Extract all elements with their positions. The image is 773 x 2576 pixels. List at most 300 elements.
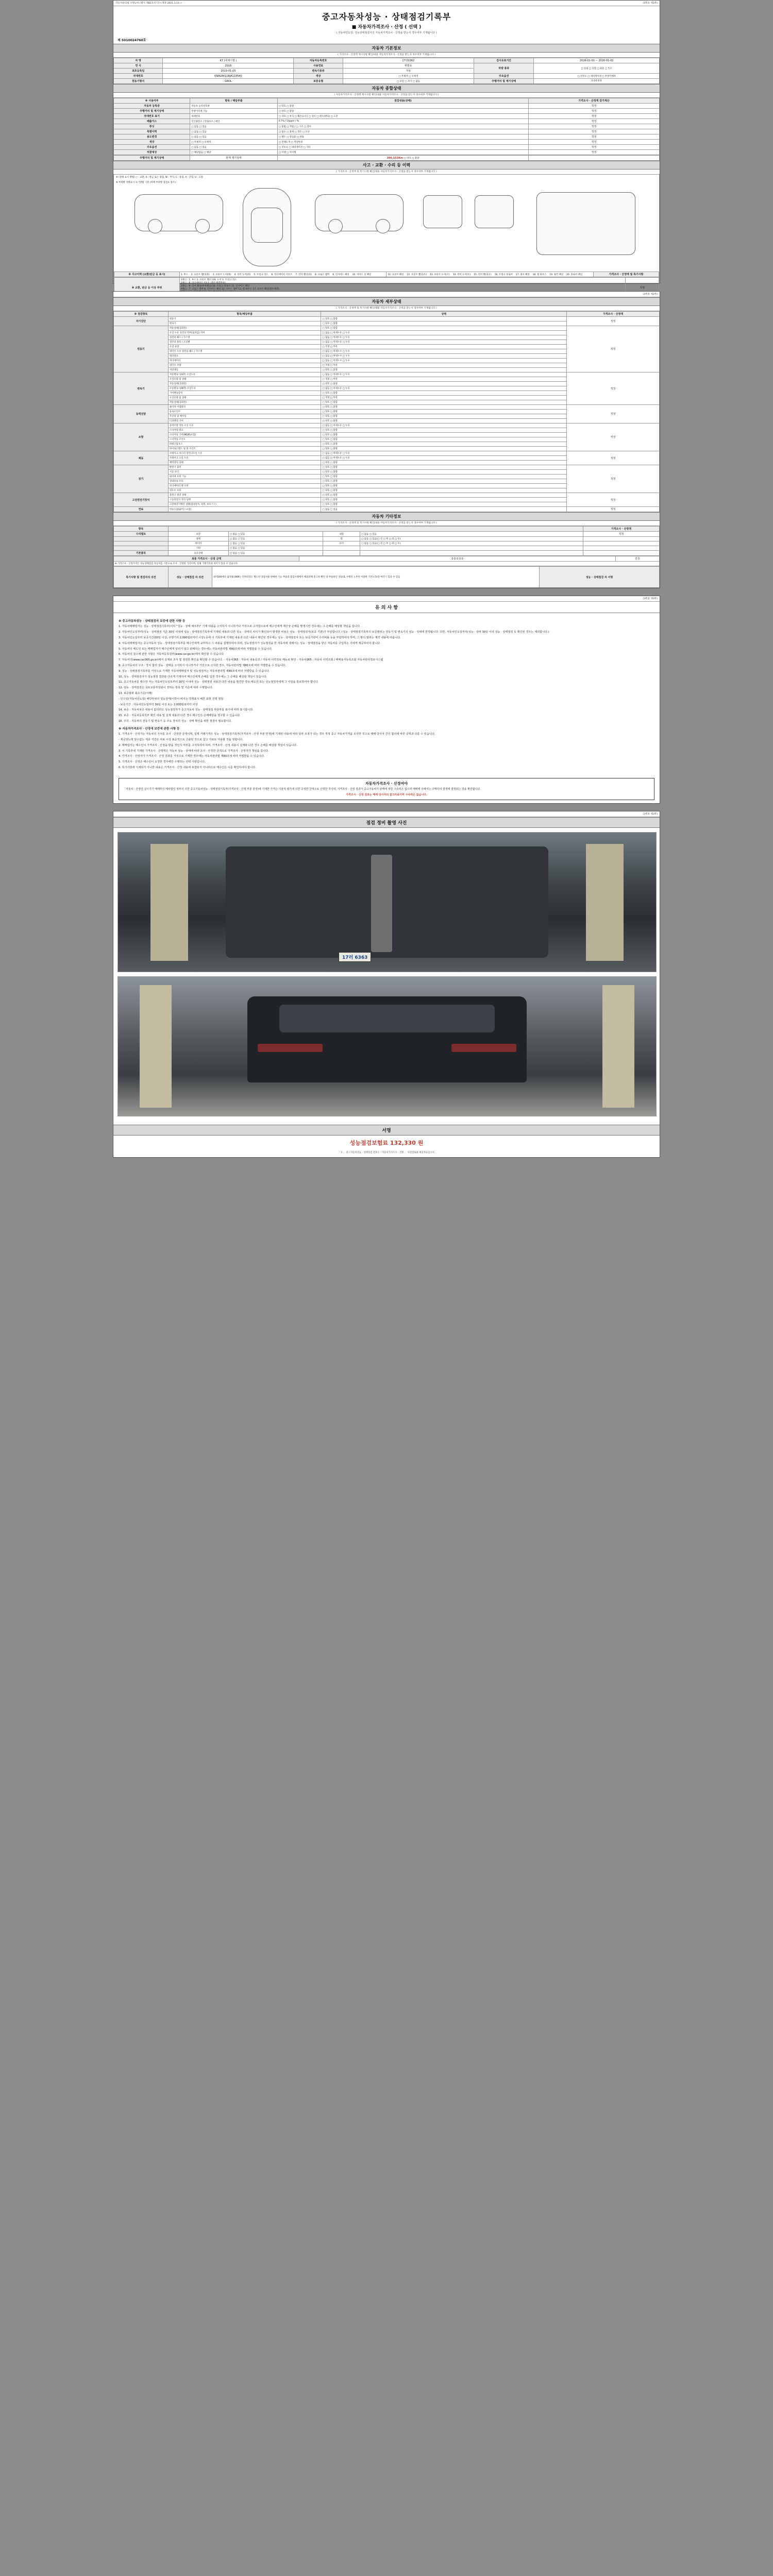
detail-item: 충전구 절연 상태	[168, 493, 321, 498]
detail-state: □ 양호 □ 불량	[321, 326, 567, 331]
overall-price: 적정	[528, 114, 659, 119]
total-note: ※ 가격조사 · 산정가격은 성능상태점검 자동차를 기준으로 조사 · 산정한 가격이며, 실제 거래가격과 차이가 있을 수 있습니다.	[114, 562, 660, 566]
overall-category: 차대번호 표기	[114, 114, 190, 119]
detail-state: □ 없음 □ 미세누수 □ 누수	[321, 349, 567, 354]
accident-part-item: 16. 트렁크 플로어	[494, 273, 513, 276]
other-item-1: 기타	[168, 546, 228, 551]
overall-item: □ 해당없음 □ 해당	[190, 150, 277, 155]
photo-underbody	[117, 832, 657, 972]
accident-price-head: 가격조사 · 산정액 및 특기사항	[594, 272, 659, 277]
engine-label: 원동기형식	[114, 79, 163, 84]
detail-state: □ 양호 □ 불량	[321, 400, 567, 405]
car-diagram	[114, 185, 659, 272]
section-other-title: 자동차 기타정보	[113, 512, 660, 521]
accident-parts-table	[114, 272, 659, 277]
detail-group-name: 제동	[114, 451, 169, 465]
detail-state: □ 없음 □ 미세누유 □ 누유	[321, 456, 567, 461]
notice-item: 7. 자동차의(www.car365.go.kr)에서 실제로 조사 및 점검한 확인을 확인할 수 있습니다. - 자동차365 : 자동차 내용증과 / 자동차 이력정보 메뉴로 확인 - 자동차365 : 자동차 이력조회 / 매매용자등록조회 자동차관리정보시스템	[119, 658, 383, 662]
other-price	[583, 546, 659, 551]
other-category	[114, 541, 169, 546]
notice-item: - 제공되는데 알수없는 세종 기간은 차료 이상 표준적으로 산출된 것으로 참고 자료로 사용할 것을 권합니다.	[119, 738, 244, 741]
mileage-row-item: 현재 계기상태	[190, 156, 277, 161]
other-state-2: □ 없음 □ 있음	[360, 532, 583, 537]
table-header-row	[114, 527, 660, 532]
remark-table	[113, 566, 660, 588]
warranty-label: 보증유형	[294, 79, 343, 84]
other-category: 기본품목	[114, 551, 169, 556]
notice-item: 1. 자동차매매업자는 성능 · 상태점검기록부(이하 "성능 · 상태 체크부)" 기재 내용을 고지하지 아니하거나 거짓으로 고지함으로써 매수인에게 재산상 손해를 발생시킨 경우에는 그 손해를 배상할 책임을 집니다.	[119, 625, 361, 629]
detail-col-2: 항목/해당부품	[168, 312, 321, 317]
table-row	[114, 124, 660, 129]
sheet-1	[113, 0, 660, 291]
detail-state: □ 양호 □ 불량	[321, 317, 567, 321]
detail-item: 스티어링 조인트	[168, 437, 321, 442]
other-item-2	[323, 546, 360, 551]
overall-item: 주행거리계 기능	[190, 109, 277, 114]
trans-label: 변속기종류	[294, 69, 343, 74]
overall-state: □ 침수 □ 화재 □ 전손 □ 도난	[277, 129, 528, 134]
plate-label: 자동차등록번호	[294, 58, 343, 63]
notice-title: 유 의 사 항	[113, 602, 660, 613]
detail-item: 냉각수 수량	[168, 363, 321, 368]
detail-state: □ 양호 □ 불량	[321, 479, 567, 484]
table-row	[114, 507, 660, 512]
overall-state: □ 불법 □ 적법 / □ 구조 □ 장치	[277, 124, 528, 129]
accident-part-item: 6. 라디에이터 서포트	[271, 273, 293, 276]
detail-item: 고전원전기배선 상태(접속단자, 피복, 보호기구)	[168, 502, 321, 507]
detail-state: □ 없음 □ 미세누유 □ 누유	[321, 386, 567, 391]
notice-item: 5. 자동차의 매도인 또는 매매업자가 매수인에게 알리지 않고 판매하는 경우에는 자동차관리법 제80조에 따라 처벌받을 수 있습니다.	[119, 647, 273, 651]
other-item-1: 광택	[168, 537, 228, 541]
section-basic-info-title: 자동차 기본정보	[113, 44, 660, 53]
accident-rank-row: 1랭크 : 1. 후드 2. 프론트 휀더 3/4. 도어 5. 트렁크 리드	[180, 279, 237, 281]
overall-price: 적정	[528, 129, 659, 134]
notice-item: 2. 매매업자는 매수인이 가격조사 · 산정을 받을 것인지 여부를 고지하여야 하며, 가격조사 · 산정 내용이 실제와 다른 경우 손해를 배상할 책임이 있습니다.	[119, 743, 297, 747]
detail-table	[113, 311, 660, 512]
accident-note-1: ※ (상태 표시 방법) ○ : 교환, X : 판금 또는 용접, W : 부식, C : 흠집, A : 긁힘, U : 요철	[116, 176, 203, 179]
other-state-2: □ 없음 □ 있음(□ 전 □ 후 □ 좌 □ 우)	[360, 541, 583, 546]
notice-items-2	[119, 733, 654, 770]
notice-item: 5. 가격조사 · 산정은 매수인이 요청한 경우에만 수행하는 선택 사항입니다.	[119, 760, 206, 764]
insp-value: 2026-01-01 ~ 2026-01-02	[534, 58, 660, 63]
accident-part-item: 19. 필러 패널	[549, 273, 564, 276]
overall-price: 적정	[528, 124, 659, 129]
accident-diagram-area	[113, 175, 660, 291]
overall-category: 주행거리 및 계기상태	[114, 109, 190, 114]
page-title: 중고자동차성능 · 상태점검기록부	[322, 12, 451, 22]
vin-value: KNALB411BJA119540	[163, 74, 294, 79]
car-name-label: 차 명	[114, 58, 163, 63]
overall-price: 적정	[528, 150, 659, 155]
table-row	[114, 134, 660, 140]
detail-item: 작동상태(공회전)	[168, 326, 321, 331]
other-col-2	[168, 527, 583, 532]
overall-state: 0.7% / 10ppm / %	[277, 119, 528, 124]
declaration-title: 자동차가격조사 · 산정여야	[365, 781, 408, 786]
section-photos-title: 점검 정비 촬영 사진	[113, 817, 660, 828]
other-price: 적정	[583, 532, 659, 537]
overall-category: 색상	[114, 140, 190, 145]
detail-item: 발전기 출력	[168, 465, 321, 470]
detail-state: □ 양호 □ 불량	[321, 414, 567, 419]
section-detail-title: 자동차 세부상태	[113, 297, 660, 306]
detail-item: 오일 누유 실린더 커버(로커암) 커버	[168, 331, 321, 335]
vehicle-type-label: 차량 종류	[474, 63, 533, 74]
detail-group-name: 전기	[114, 465, 169, 493]
detail-state: □ 없음 □ 미세누유 □ 누유	[321, 451, 567, 456]
table-row	[114, 129, 660, 134]
detail-state: □ 양호 □ 불량	[321, 461, 567, 465]
table-row	[114, 556, 660, 562]
detail-state: □ 적정 □ 부족	[321, 377, 567, 382]
sheet-2	[113, 291, 660, 588]
detail-state: □ 양호 □ 불량	[321, 405, 567, 410]
table-row	[114, 74, 660, 79]
accident-part-item: 12. 프론트 휀더(우)	[407, 273, 427, 276]
detail-state: □ 없음 □ 미세누수 □ 누수	[321, 354, 567, 359]
accident-rank-row: 2랭크 : 6. 라디에이터 서포트 (볼트체결부품)	[180, 282, 226, 284]
notice-item: - 보증기간 : 자동차인도일부터 30일 이상 또는 2,000킬로미터 이상	[119, 703, 198, 706]
plate-value: 17러0362	[343, 58, 474, 63]
overall-state: □ 양호 □ 불량	[277, 109, 528, 114]
notice-item: 14. 보증 : 자동차보증 내용이 없더라도 성능점검자가 중고자동차 성능 · 상태점검 부담부를 표시에 따라 표시합니다.	[119, 708, 254, 712]
other-category: 수리필요	[114, 532, 169, 537]
detail-item: 작동상태(공회전)	[168, 400, 321, 405]
other-item-1: 보유상태	[168, 551, 228, 556]
engine-value: G6DL	[163, 79, 294, 84]
sheet2-header	[113, 292, 660, 297]
sheet3-header	[113, 596, 660, 602]
detail-state: □ 양호 □ 불량	[321, 428, 567, 433]
overall-col-item: 항목 / 해당부품	[190, 98, 277, 104]
overall-state: □ 전체도색 □ 색상변경	[277, 140, 528, 145]
car-rear-view-diagram	[475, 195, 514, 228]
table-row	[114, 532, 660, 537]
mileage-row-state: □ 양호 □ 불량	[404, 157, 419, 160]
table-row	[114, 326, 660, 331]
notice-item: - 인수일(자동차인도일) 해당부위의 성능상태(이하이 비지는 장점표시 배튼 표현 진행 점검	[119, 697, 224, 701]
section-accident-note: ( 가격조사 · 산정액 및 특기사항 확인/내용 자동차가격조사 · 산정을 받는자 경우여부 기재됩니다 )	[113, 170, 660, 175]
form-legal-ref: 자동차관리법 시행규칙 [별지 제82호서식] <개정 2021.1.13.>	[115, 2, 182, 5]
table-row	[114, 405, 660, 410]
car-top-view-roof	[251, 208, 283, 243]
inspection-fee-value: 132,330 원	[390, 1140, 424, 1147]
detail-item: 오일유량 및 상태	[168, 377, 321, 382]
detail-price: 적정	[566, 405, 659, 423]
detail-state: □ 양호 □ 불량	[321, 382, 567, 386]
year-value: 2018	[163, 63, 294, 69]
exhaust-pipe	[371, 855, 393, 952]
detail-item: 수동변속기(M/T) 오일누유	[168, 386, 321, 391]
table-row	[114, 465, 660, 470]
detail-item: 변속기	[168, 321, 321, 326]
accident-part-item: 14. 리어 도어(우)	[452, 273, 471, 276]
mileage-row-price	[528, 156, 659, 161]
accident-part-item: 13. 프론트 도어(우)	[430, 273, 450, 276]
car-side-right-wheel1	[328, 219, 343, 233]
doc-subtitle: ■ 자동차가격조사 · 산정 ( 선택 )	[351, 25, 422, 30]
basic-info-table	[113, 58, 660, 84]
detail-state: □ 양호 □ 불량	[321, 442, 567, 447]
detail-state: □ 양호 □ 불량	[321, 433, 567, 437]
table-header-row	[114, 312, 660, 317]
detail-col-1: ※ 점검항목	[114, 312, 169, 317]
detail-item: 시동 모터	[168, 470, 321, 474]
mileage-box-table	[113, 155, 660, 161]
table-row	[114, 541, 660, 546]
sheet1-header	[113, 1, 660, 6]
detail-group-name: 연료	[114, 507, 169, 512]
section-accident-title: 사고 · 교환 · 수리 등 이력	[113, 161, 660, 170]
overall-body	[114, 104, 660, 155]
detail-item: 와이퍼 모터 기능	[168, 474, 321, 479]
accident-part-item: 15. 리어 휀더(우)	[474, 273, 492, 276]
detail-group-name: 고전원전기장치	[114, 493, 169, 507]
detail-price: 적정	[566, 493, 659, 507]
car-side-right-wheel2	[376, 219, 390, 233]
table-row	[114, 537, 660, 541]
detail-state: □ 양호 □ 불량	[321, 498, 567, 502]
detail-item: 스티어링 기어(MDPS포함)	[168, 433, 321, 437]
table-row	[114, 109, 660, 114]
overall-col-state: 점검내용(상태)	[277, 98, 528, 104]
detail-state: □ 적정 □ 부족	[321, 396, 567, 400]
detail-state: □ 양호 □ 불량	[321, 488, 567, 493]
mileage-digits: 0 0 0 0 0	[534, 79, 660, 84]
detail-item: 구동축전지 격리 상태	[168, 498, 321, 502]
car-engine-bay-diagram	[536, 192, 635, 255]
photo-list	[113, 828, 660, 1125]
accident-part-item: 3. 프론트 도어(좌)	[212, 273, 231, 276]
notice-item: 12. 성능 · 상태점검은 국토교통부장관이 정하는 항목 및 기준에 따라 수행합니다.	[119, 686, 213, 690]
insp-label: 검사유효기간	[474, 58, 533, 63]
lift-post-right	[602, 985, 635, 1108]
accident-part-item: 20. 플로어 패널	[566, 273, 583, 276]
overall-item: 차대번호	[190, 114, 277, 119]
rear-window	[279, 1005, 495, 1032]
overall-col-use: ※ 사용여부	[114, 98, 190, 104]
detail-state: □ 적정 □ 부족	[321, 363, 567, 368]
detail-price: 적정	[566, 423, 659, 451]
notice-item: 15. 보증 : 자동차등록원부 확인 내용 및 실제 내용과 다른 경우 매수인은 손해배상을 청구할 수 있습니다.	[119, 714, 241, 718]
detail-item: 실린더 헤드 / 가스켓	[168, 335, 321, 340]
other-price	[583, 537, 659, 541]
mileage-label: 주행거리 및 계기상태	[474, 79, 533, 84]
notice-body	[113, 613, 660, 775]
overall-price: 적정	[528, 104, 659, 109]
photo-rear	[117, 976, 657, 1116]
detail-state: □ 양호 □ 불량	[321, 447, 567, 451]
table-row	[114, 546, 660, 551]
overall-state: □ 양호 □ 불량	[277, 104, 528, 109]
rank-title: ※ 교환, 판금 등 이상 부위	[114, 278, 180, 298]
table-row	[114, 140, 660, 145]
vin-label: 차대번호	[114, 74, 163, 79]
detail-item: 연료누출(LP가스포함)	[168, 507, 321, 512]
car-side-left-wheel1	[148, 219, 162, 233]
lift-arm-right	[586, 844, 624, 961]
table-row	[114, 423, 660, 428]
total-unit: 만원	[616, 556, 660, 562]
vehicle-type-value: □ 승용 □ 승합 □ 화물 □ 특수	[534, 63, 660, 74]
notice-item: 16. 주의 : 자동차의 원동기 및 변속기 등 주요 장치의 성능 · 상태 확인을 위한 점검이 필요합니다.	[119, 719, 232, 723]
overall-table	[113, 98, 660, 155]
other-state-2	[360, 551, 583, 556]
other-item-2: 유리	[323, 541, 360, 546]
notice-item: 13. 보증범위 최소기준(아래)	[119, 691, 153, 695]
table-row	[114, 372, 660, 377]
detail-item: 원동기	[168, 317, 321, 321]
document-number-value: 5010024760호	[121, 39, 146, 42]
table-row	[114, 114, 660, 119]
notice-item: 10. 성능 · 상태점검자가 성능점검 결과와 다르게 기재하여 매수인에게 손해를 입힌 경우에는 그 손해를 배상할 책임이 있습니다.	[119, 675, 267, 679]
notice-section-2-title: ※ 자동차가격조사 · 산정에 보증에 관한 사항 등	[119, 727, 180, 731]
detail-state: □ 양호 □ 불량	[321, 419, 567, 423]
remark-label-2: 성능 · 상태점검 자 의견	[168, 567, 212, 588]
lift-post-left	[140, 985, 172, 1108]
other-category	[114, 537, 169, 541]
document-number-label: 제	[117, 39, 121, 42]
declaration-note: 가격조사 · 산정 결과는 매매 당사자의 참고자료이며 구속력은 없습니다.	[346, 793, 427, 796]
detail-state: □ 양호 □ 불량	[321, 474, 567, 479]
table-row	[114, 493, 660, 498]
detail-item: 기어변속장치	[168, 391, 321, 396]
accident-part-item: 8. 크로스 멤버	[315, 273, 330, 276]
detail-item: 실린더 블록 / 오일팬	[168, 340, 321, 345]
license-plate-underbody: 17러 6363	[339, 952, 371, 962]
accident-note-2: ※ 부위별 상태표시 표기방법 기준 (차체 부위별 점검표 참조)	[116, 181, 176, 184]
warranty-value: □ 보험 □ 자가 □ 없음	[343, 79, 474, 84]
overall-price: 적정	[528, 145, 659, 150]
detail-item: 냉각수 누수 실린더 헤드 / 가스켓	[168, 349, 321, 354]
other-item-2: 내장	[323, 532, 360, 537]
color-label: 색상	[294, 74, 343, 79]
section-overall-title: 자동차 종합상태	[113, 84, 660, 93]
detail-item: 스티어링 펌프	[168, 428, 321, 433]
table-row	[114, 317, 660, 321]
table-row	[114, 567, 660, 588]
accident-part-item: 1. 후드	[180, 273, 188, 276]
accident-part-item: 5. 트렁크 리드	[254, 273, 268, 276]
detail-state: □ 양호 □ 불량	[321, 484, 567, 488]
overall-state: □ 이행 □ 미이행	[277, 150, 528, 155]
accident-part-item: 9. 인사이드 패널	[332, 273, 349, 276]
table-row	[114, 145, 660, 150]
notice-item: 11. 중고자동차를 매수한 자는 자동차인도일로부터 30일 이내에 성능 · 상태점검 내용과 다른 내용을 발견한 경우 매도인 또는 성능점검자에게 그 사실을 통보하여야 합니다.	[119, 681, 319, 684]
detail-item: 디퍼렌셜 기어	[168, 419, 321, 423]
mileage-row-label: 주행거리 및 계기상태	[114, 156, 190, 161]
overall-item: □ 없음 □ 있음	[190, 129, 277, 134]
fuel-value: 휘발유	[343, 63, 474, 69]
detail-item: 라디에이터	[168, 359, 321, 363]
table-row	[114, 79, 660, 84]
detail-col-3: 상태	[321, 312, 567, 317]
detail-col-4: 가격조사 · 산정액	[566, 312, 659, 317]
signature-band: 서명	[113, 1125, 660, 1136]
detail-group-name: 조향	[114, 423, 169, 451]
detail-item: 등속조인트	[168, 410, 321, 414]
other-category	[114, 546, 169, 551]
other-body	[114, 532, 660, 556]
detail-item: 추진축 및 베어링	[168, 414, 321, 419]
overall-category: 특별이력	[114, 129, 190, 134]
detail-state: □ 없음 □ 미세누유 □ 누유	[321, 340, 567, 345]
other-col-1: 항목	[114, 527, 169, 532]
inspection-fee-label: 성능점검보험료	[349, 1140, 388, 1147]
detail-price: 적정	[566, 317, 659, 326]
reg-label: 최초등록일	[114, 69, 163, 74]
total-price-table	[113, 556, 660, 566]
section-basic-info-note: ( 가격조사 · 산정액 계시사항 확인/내용 자동차가격조사 · 산정을 받는자 경우여부 기재됩니다 )	[113, 53, 660, 58]
total-label: 최종 가격조사 · 산정 금액	[114, 556, 299, 562]
overall-item: □ 없음 □ 있음	[190, 134, 277, 140]
taillight-left	[258, 1044, 322, 1052]
page-number-1: (3쪽중 제1쪽)	[643, 2, 658, 5]
other-state-2	[360, 546, 583, 551]
detail-price: 적정	[566, 465, 659, 493]
detail-price: 적정	[566, 372, 659, 405]
table-header-row	[114, 98, 660, 104]
page-number-4: (3쪽중 제3쪽)	[643, 813, 658, 816]
color-value: □ 무채색 □ 유채색	[343, 74, 474, 79]
remark-text: 내지500에다 없다]0.0KM는 안하더라도 별도된 상품차용 판매한 기능 부품의 점검시행에서 체외피해 중고차 확인 상 부품하인 상품/또 수행인 노후된 이용한 기본노라/증 여러기 있을 수 있음	[212, 567, 539, 588]
table-row	[114, 562, 660, 566]
declaration-text: 「자동차 · 산정인 실시기가 매매부의 매사합인 정부의 의한 중고자동차성능 · 상태점검기록부(가격조사 · 산정 부분 한정)에 기재한 가격은 기술적 평가에 의한 공정한 금액으로 산정한 것이며, 가격조사 · 산정 결과가 중고자동차의 판매에 대한 구속력은 없으며 매매에 의해서는 구매하여 결정에 결정되는 것을 확인합니다.	[123, 788, 481, 791]
overall-item: □ 없음 □ 있음	[190, 145, 277, 150]
detail-body	[114, 317, 660, 512]
accident-rank-row: 3랭크 : 9. 리어 패널(후미패널) 10. 트렁크 플로어 11. 인사이드 패널	[180, 285, 249, 287]
other-item-2: 휠	[323, 537, 360, 541]
detail-group-name: 변속기	[114, 372, 169, 405]
table-row	[114, 551, 660, 556]
sheet4-header	[113, 811, 660, 817]
remark-signature: 성능 · 상태점검 자 서명	[540, 567, 660, 588]
detail-item: 오일유량 및 상태	[168, 396, 321, 400]
overall-state: □ 양호 □ 부식 □ 훼손(오손) □ 상이 □ 변조(변타) □ 도말	[277, 114, 528, 119]
detail-item: 브레이크 마스터 실린더오일 누유	[168, 451, 321, 456]
overall-col-price: 가격조사 · 산정액 감가계산	[528, 98, 659, 104]
overall-price: 적정	[528, 134, 659, 140]
detail-state: □ 양호 □ 불량	[321, 321, 567, 326]
document-number	[113, 37, 660, 44]
table-row	[114, 63, 660, 69]
accident-part-item: 11. 프론트 패널	[388, 273, 404, 276]
notice-item: 8. 중고자동차의 구조 · 장치 합리 성능 · 상태를 고지하지 아니하거나 거짓으로 고지한 경우, 자동차관리법 제80조에 따라 처벌받을 수 있습니다.	[119, 664, 287, 667]
overall-category: 리콜대상	[114, 150, 190, 155]
detail-group-name: 동력전달	[114, 405, 169, 423]
accident-rank-row: A랭크 : 7. 크로스 멤버 8. 인사이드 패널 12. 사이드 멤버 13. 휠 하우스 17. 프론트 패널(볼트체결)	[180, 288, 279, 291]
detail-item: 작동상태(공회전)	[168, 382, 321, 386]
detail-item: 브레이크 오일 누유	[168, 456, 321, 461]
detail-item: 파워고압호스	[168, 442, 321, 447]
detail-price: 적정	[566, 507, 659, 512]
other-price	[583, 541, 659, 546]
overall-price: 적정	[528, 109, 659, 114]
declaration-box	[119, 778, 654, 801]
detail-state: □ 양호 □ 불량	[321, 493, 567, 498]
overall-category: 배출가스	[114, 119, 190, 124]
options-label: 주요옵션	[474, 74, 533, 79]
other-table	[113, 526, 660, 556]
notice-item: 4. 가격조사 · 산정자가 가격조사 · 산정 결과를 거짓으로 기재한 경우에는 자동차관리법 제80조에 따라 처벌받을 수 있습니다.	[119, 755, 265, 758]
detail-item: 타이로드엔드 및 볼 조인트	[168, 447, 321, 451]
detail-item: 배력장치 상태	[168, 461, 321, 465]
detail-state: □ 없음 □ 미세누유 □ 누유	[321, 372, 567, 377]
other-state-2: □ 없음 □ 있음(□ 전 □ 후 □ 좌 □ 우)	[360, 537, 583, 541]
detail-state: □ 없음 □ 미세누유 □ 누유	[321, 335, 567, 340]
table-row	[114, 58, 660, 63]
detail-item: 오일 유량	[168, 345, 321, 349]
